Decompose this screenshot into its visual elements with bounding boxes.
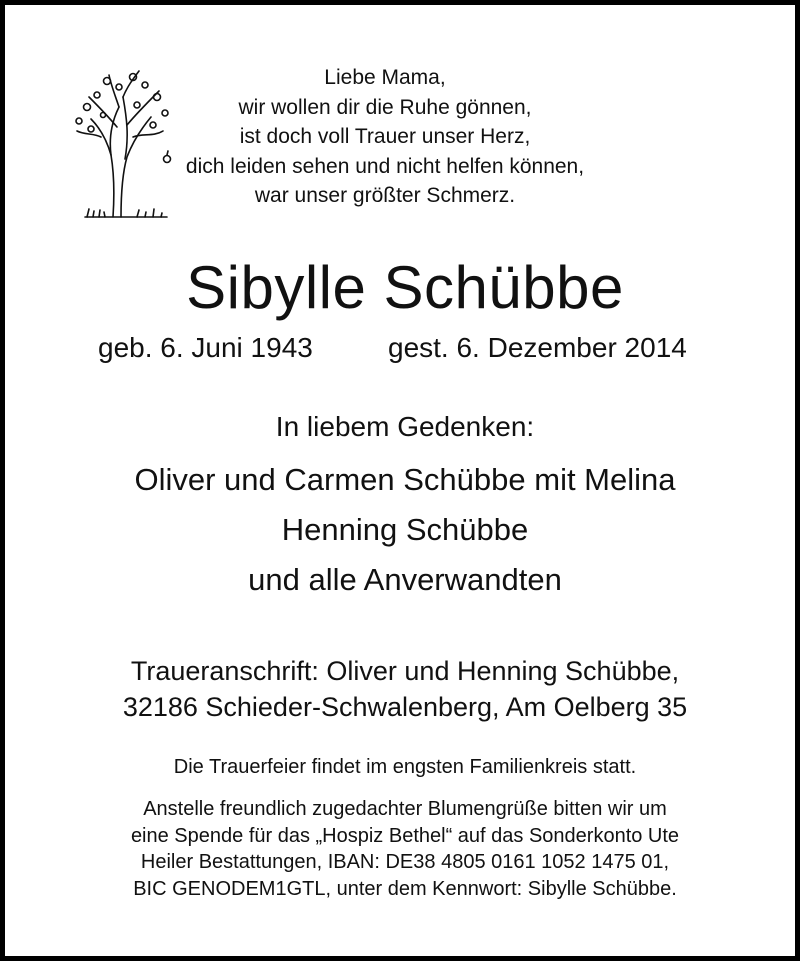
address-line: 32186 Schieder-Schwalenberg, Am Oelberg 35 [122, 692, 688, 722]
donation-line: Heiler Bestattungen, IBAN: DE38 4805 0161 1052 1475 01, [140, 851, 670, 873]
tree-sketch-icon [67, 67, 177, 239]
poem [165, 63, 605, 211]
poem-line: wir wollen dir die Ruhe gönnen, [238, 95, 532, 119]
poem-line: war unser größter Schmerz. [254, 184, 516, 207]
poem-line: Liebe Mama, [324, 66, 446, 89]
mourner-line: Henning Schübbe [281, 512, 529, 547]
donation-line: Anstelle freundlich zugedachter Blumengrüße bitten wir um [143, 798, 667, 820]
funeral-notice-text: Die Trauerfeier findet im engsten Familienkreis statt. [173, 756, 637, 778]
mourner-line: und alle Anverwandten [248, 562, 562, 597]
death-date: gest. 6. Dezember 2014 [388, 332, 687, 363]
address-line: Traueranschrift: Oliver und Henning Schübbe, [130, 656, 680, 686]
mourning-address [5, 653, 800, 725]
mourners-list [5, 455, 800, 605]
deceased-name: Sibylle Schübbe [186, 254, 624, 321]
memory-heading: In liebem Gedenken: [275, 411, 535, 442]
funeral-notice [5, 753, 800, 781]
poem-line: ist doch voll Trauer unser Herz, [239, 125, 531, 148]
poem-line: dich leiden sehen und nicht helfen können, [185, 154, 585, 178]
mourner-line: Oliver und Carmen Schübbe mit Melina [134, 462, 676, 497]
donation-line: eine Spende für das „Hospiz Bethel“ auf das Sonderkonto Ute [130, 824, 680, 847]
donation-notice [5, 796, 800, 902]
birth-date: geb. 6. Juni 1943 [98, 332, 313, 363]
donation-line: BIC GENODEM1GTL, unter dem Kennwort: Sibylle Schübbe. [133, 877, 677, 900]
